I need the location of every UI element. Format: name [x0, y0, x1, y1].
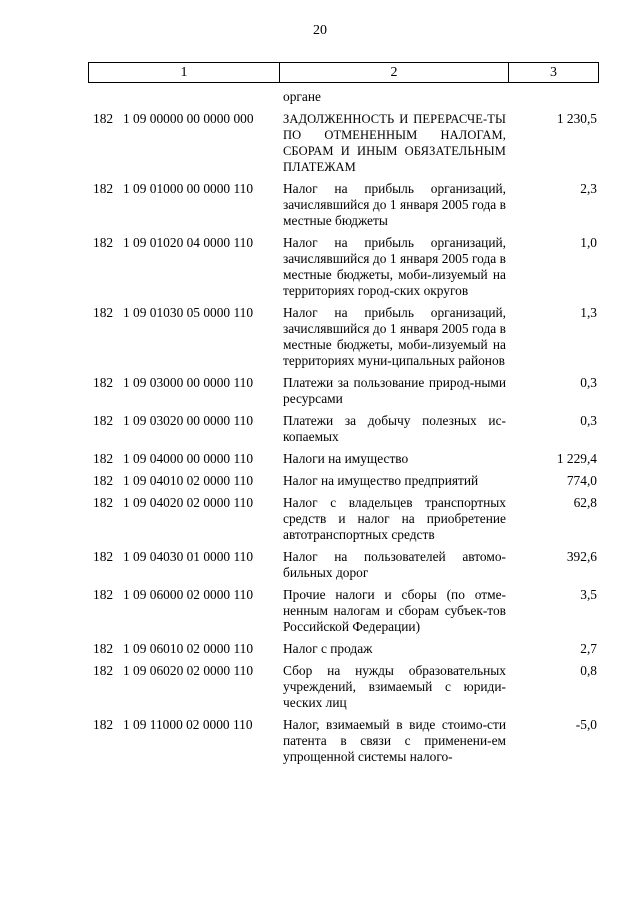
budget-code-cell: 1 09 06010 02 0000 110	[123, 641, 254, 656]
amount-cell: 62,8	[573, 495, 597, 510]
budget-code-cell: 1 09 04030 01 0000 110	[123, 549, 254, 564]
amount-cell: 774,0	[566, 473, 597, 488]
table-row	[88, 587, 599, 635]
amount-cell: 3,5	[580, 587, 597, 602]
amount-cell: 1 230,5	[556, 111, 597, 126]
amount-cell	[506, 89, 599, 105]
admin-code-cell: 182	[93, 111, 114, 126]
income-name-cell: Прочие налоги и сборы (по отме-ненным налогам и сборам субъек-тов Российской Федерации)	[283, 587, 506, 634]
amount-cell: 1,3	[580, 305, 597, 320]
income-name-cell: Налог, взимаемый в виде стоимо-сти патента в связи с применени-ем упрощенной системы налого-	[283, 717, 506, 764]
income-name-cell: Налог с продаж	[283, 641, 373, 656]
budget-code-cell: 1 09 04000 00 0000 110	[123, 451, 254, 466]
table-body	[88, 89, 599, 771]
table-header	[88, 62, 599, 83]
admin-code-cell: 182	[93, 375, 114, 390]
admin-code-cell: 182	[93, 451, 114, 466]
budget-code-cell: 1 09 03000 00 0000 110	[123, 375, 254, 390]
income-name-cell: Налог на имущество предприятий	[283, 473, 479, 488]
amount-cell: 2,3	[580, 181, 597, 196]
table-row	[88, 549, 599, 581]
admin-code-cell: 182	[93, 587, 114, 602]
income-name-cell: Налог на прибыль организаций, зачислявшийся до 1 января 2005 года в местные бюджеты, моби-лизуемый на территориях город-ских округов	[283, 235, 506, 298]
budget-code-cell: 1 09 03020 00 0000 110	[123, 413, 254, 428]
header-col-3: 3	[550, 64, 557, 80]
budget-code-cell: 1 09 04010 02 0000 110	[123, 473, 254, 488]
table-row	[88, 473, 599, 489]
budget-code-cell: 1 09 01000 00 0000 110	[123, 181, 254, 196]
amount-cell: -5,0	[575, 717, 597, 732]
income-name-cell: Сбор на нужды образовательных учреждений, взимаемый с юриди-ческих лиц	[283, 663, 506, 710]
admin-code-cell: 182	[93, 413, 114, 428]
admin-code-cell: 182	[93, 235, 114, 250]
amount-cell: 0,3	[580, 413, 597, 428]
table-row	[88, 495, 599, 543]
amount-cell: 0,8	[580, 663, 597, 678]
budget-code-cell: 1 09 06000 02 0000 110	[123, 587, 254, 602]
table-row	[88, 717, 599, 765]
admin-code-cell: 182	[93, 663, 114, 678]
income-name-cell: органе	[283, 89, 321, 104]
admin-code-cell: 182	[93, 549, 114, 564]
table-row	[88, 663, 599, 711]
income-name-cell: Налог на пользователей автомо-бильных дорог	[283, 549, 506, 580]
header-col-2: 2	[280, 63, 509, 82]
budget-code-cell: 1 09 00000 00 0000 000	[123, 111, 254, 126]
table-row	[88, 375, 599, 407]
table-row	[88, 181, 599, 229]
table-row	[88, 641, 599, 657]
income-name-cell: Налог на прибыль организаций, зачислявшийся до 1 января 2005 года в местные бюджеты	[283, 181, 506, 228]
admin-code-cell: 182	[93, 181, 114, 196]
budget-code-cell: 1 09 01030 05 0000 110	[123, 305, 254, 320]
admin-code-cell: 182	[93, 641, 114, 656]
table-row	[88, 451, 599, 467]
income-name-cell: ЗАДОЛЖЕННОСТЬ И ПЕРЕРАСЧЕ-ТЫ ПО ОТМЕНЕННЫМ НАЛОГАМ, СБОРАМ И ИНЫМ ОБЯЗАТЕЛЬНЫМ ПЛАТЕЖАМ	[283, 112, 506, 174]
income-name-cell: Платежи за пользование природ-ными ресурсами	[283, 375, 506, 406]
table-row	[88, 235, 599, 299]
admin-code-cell	[88, 89, 123, 105]
budget-code-cell: 1 09 11000 02 0000 110	[123, 717, 253, 732]
amount-cell: 1 229,4	[556, 451, 597, 466]
income-name-cell: Платежи за добычу полезных ис-копаемых	[283, 413, 506, 444]
table-row	[88, 413, 599, 445]
page-number: 20	[313, 23, 327, 38]
income-name-cell: Налог на прибыль организаций, зачислявшийся до 1 января 2005 года в местные бюджеты, моби-лизуемый на территориях муни-ципальных районов	[283, 305, 506, 368]
budget-code-cell	[123, 89, 278, 105]
table-row	[88, 305, 599, 369]
amount-cell: 0,3	[580, 375, 597, 390]
header-col-1: 1	[89, 63, 280, 82]
budget-code-cell: 1 09 06020 02 0000 110	[123, 663, 254, 678]
income-name-cell: Налоги на имущество	[283, 451, 409, 466]
budget-code-cell: 1 09 01020 04 0000 110	[123, 235, 254, 250]
admin-code-cell: 182	[93, 717, 114, 732]
admin-code-cell: 182	[93, 473, 114, 488]
amount-cell: 2,7	[580, 641, 597, 656]
admin-code-cell: 182	[93, 495, 114, 510]
budget-code-cell: 1 09 04020 02 0000 110	[123, 495, 254, 510]
table-row	[88, 111, 599, 175]
income-name-cell: Налог с владельцев транспортных средств и налог на приобретение автотранспортных средств	[283, 495, 506, 542]
admin-code-cell: 182	[93, 305, 114, 320]
amount-cell: 392,6	[566, 549, 597, 564]
amount-cell: 1,0	[580, 235, 597, 250]
table-row	[88, 89, 599, 105]
